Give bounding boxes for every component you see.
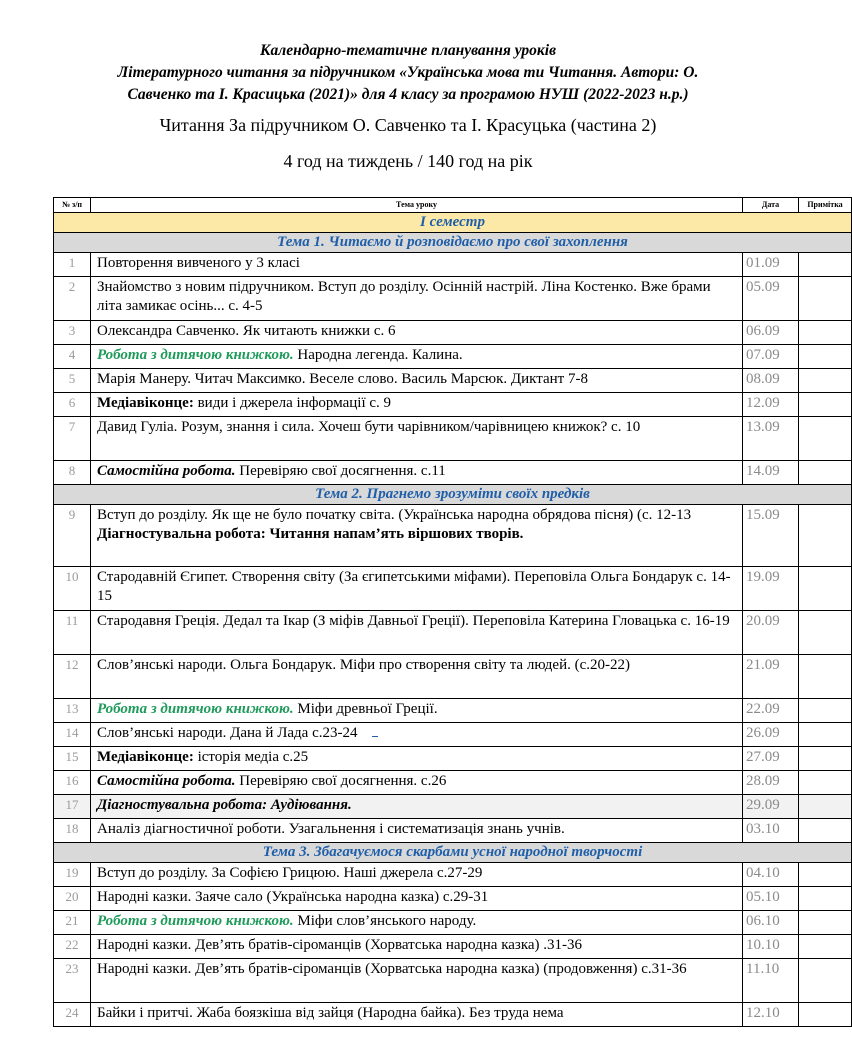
- title-line-1: Календарно-тематичне планування уроків: [259, 42, 556, 59]
- row-number: 22: [54, 935, 91, 959]
- row-topic-bold-tail: Діагностувальна робота: Читання напам’ять віршових творів.: [97, 526, 524, 542]
- row-topic: Знайомство з новим підручником. Вступ до розділу. Осінній настрій. Ліна Костенко. Вже брами літа замикає осінь... с. 4-5: [91, 277, 743, 321]
- row-date: 21.09: [743, 655, 799, 699]
- row-note: [799, 911, 852, 935]
- row-date: 14.09: [743, 461, 799, 485]
- row-topic: Народні казки. Дев’ять братів-сіроманців (Хорватська народна казка) (продовження) с.31-36: [91, 959, 743, 1003]
- table-row: [54, 417, 852, 461]
- row-date: 12.09: [743, 393, 799, 417]
- row-date: 05.09: [743, 277, 799, 321]
- row-topic-text: Слов’янські народи. Дана й Лада с.23-24: [97, 725, 358, 741]
- row-topic: Повторення вивченого у 3 класі: [91, 253, 743, 277]
- row-number: 4: [54, 345, 91, 369]
- row-number: 5: [54, 369, 91, 393]
- row-number: 6: [54, 393, 91, 417]
- row-note: [799, 935, 852, 959]
- table-header-row: [54, 198, 852, 213]
- row-topic: [91, 747, 743, 771]
- col-header-topic: Тема уроку: [91, 198, 743, 213]
- row-topic: [91, 345, 743, 369]
- title-line-2: Літературного читання за підручником «Українська мова ти Читання. Автори: О.: [117, 64, 699, 81]
- row-date: 03.10: [743, 819, 799, 843]
- row-date: 10.10: [743, 935, 799, 959]
- row-date: 08.09: [743, 369, 799, 393]
- row-date: 05.10: [743, 887, 799, 911]
- row-topic: Стародавній Єгипет. Створення світу (За єгипетськими міфами). Переповіла Ольга Бондарук с. 14-15: [91, 567, 743, 611]
- col-header-num: № з/п: [54, 198, 91, 213]
- table-row: [54, 795, 852, 819]
- row-topic-text: види і джерела інформації с. 9: [193, 395, 392, 411]
- row-date: 19.09: [743, 567, 799, 611]
- row-date: 28.09: [743, 771, 799, 795]
- row-number: 9: [54, 505, 91, 567]
- row-topic-text: Перевіряю свої досягнення. с.11: [235, 463, 446, 479]
- row-number: 18: [54, 819, 91, 843]
- row-topic-lead: Діагностувальна робота: Аудіювання.: [97, 797, 352, 813]
- table-row: [54, 461, 852, 485]
- row-date: 27.09: [743, 747, 799, 771]
- row-number: 2: [54, 277, 91, 321]
- row-number: 1: [54, 253, 91, 277]
- theme-row: [54, 485, 852, 505]
- row-topic: Стародавня Греція. Дедал та Ікар (З міфів Давньої Греції). Переповіла Катерина Гловацька с. 16-19: [91, 611, 743, 655]
- row-topic-lead: Робота з дитячою книжкою.: [97, 701, 294, 717]
- row-topic-text: Міфи древньої Греції.: [293, 701, 438, 717]
- table-row: [54, 253, 852, 277]
- row-number: 23: [54, 959, 91, 1003]
- table-row: [54, 699, 852, 723]
- row-note: [799, 819, 852, 843]
- table-row: [54, 771, 852, 795]
- row-topic: Байки і притчі. Жаба боязкіша від зайця (Народна байка). Без труда нема: [91, 1003, 743, 1027]
- row-number: 15: [54, 747, 91, 771]
- col-header-date: Дата: [743, 198, 799, 213]
- row-topic: Народні казки. Дев’ять братів-сіроманців (Хорватська народна казка) .31-36: [91, 935, 743, 959]
- row-topic-text: Перевіряю свої досягнення. с.26: [235, 773, 447, 789]
- semester-row: [54, 213, 852, 233]
- row-date: 29.09: [743, 795, 799, 819]
- row-note: [799, 277, 852, 321]
- row-note: [799, 393, 852, 417]
- row-note: [799, 655, 852, 699]
- row-date: 06.09: [743, 321, 799, 345]
- row-topic-text: Народна легенда. Калина.: [293, 347, 463, 363]
- row-note: [799, 795, 852, 819]
- row-topic-lead: Самостійна робота.: [97, 773, 236, 789]
- row-note: [799, 959, 852, 1003]
- row-topic: Олександра Савченко. Як читають книжки с. 6: [91, 321, 743, 345]
- row-topic: Вступ до розділу. За Софією Грицюю. Наші джерела с.27-29: [91, 863, 743, 887]
- theme-label: Тема 1. Читаємо й розповідаємо про свої захоплення: [54, 233, 852, 253]
- title-line-3: Савченко та І. Красицька (2021)» для 4 класу за програмою НУШ (2022-2023 н.р.): [127, 86, 689, 103]
- row-number: 14: [54, 723, 91, 747]
- row-note: [799, 747, 852, 771]
- table-row: [54, 321, 852, 345]
- table-row: [54, 505, 852, 567]
- lesson-plan-table: [53, 197, 852, 1027]
- row-topic-lead: Робота з дитячою книжкою.: [97, 913, 294, 929]
- row-note: [799, 567, 852, 611]
- row-number: 12: [54, 655, 91, 699]
- row-topic-lead: Медіавіконце:: [97, 395, 194, 411]
- theme-label: Тема 3. Збагачуємося скарбами усної народної творчості: [54, 843, 852, 863]
- table-row: [54, 747, 852, 771]
- table-row: [54, 611, 852, 655]
- table-row: [54, 1003, 852, 1027]
- hours-info: 4 год на тиждень / 140 год на рік: [283, 151, 533, 171]
- row-date: 13.09: [743, 417, 799, 461]
- row-topic: Давид Гуліа. Розум, знання і сила. Хочеш бути чарівником/чарівницею книжок? с. 10: [91, 417, 743, 461]
- row-topic: [91, 911, 743, 935]
- row-date: 26.09: [743, 723, 799, 747]
- table-row: [54, 819, 852, 843]
- row-topic-text: Міфи слов’янського народу.: [293, 913, 477, 929]
- row-topic: Слов’янські народи. Ольга Бондарук. Міфи про створення світу та людей. (с.20-22): [91, 655, 743, 699]
- row-number: 24: [54, 1003, 91, 1027]
- row-note: [799, 723, 852, 747]
- row-topic: Народні казки. Заяче сало (Українська народна казка) с.29-31: [91, 887, 743, 911]
- row-topic-lead: Медіавіконце:: [97, 749, 194, 765]
- row-topic: [91, 771, 743, 795]
- row-note: [799, 887, 852, 911]
- row-topic-text: Вступ до розділу. Як ще не було початку світа. (Українська народна обрядова пісня) (с. 12-13: [97, 507, 692, 523]
- table-row: [54, 959, 852, 1003]
- table-row: [54, 935, 852, 959]
- theme-label: Тема 2. Прагнемо зрозуміти своїх предків: [54, 485, 852, 505]
- row-note: [799, 253, 852, 277]
- underline-mark: [372, 724, 378, 737]
- table-row: [54, 863, 852, 887]
- row-note: [799, 611, 852, 655]
- row-number: 19: [54, 863, 91, 887]
- row-topic: [91, 795, 743, 819]
- theme-row: [54, 233, 852, 253]
- row-date: 12.10: [743, 1003, 799, 1027]
- row-number: 21: [54, 911, 91, 935]
- row-note: [799, 699, 852, 723]
- row-topic-lead: Робота з дитячою книжкою.: [97, 347, 294, 363]
- row-note: [799, 321, 852, 345]
- table-row: [54, 567, 852, 611]
- row-number: 17: [54, 795, 91, 819]
- row-date: 06.10: [743, 911, 799, 935]
- row-topic: [91, 461, 743, 485]
- document-title: [0, 40, 816, 106]
- table-row: [54, 911, 852, 935]
- row-number: 3: [54, 321, 91, 345]
- row-date: 11.10: [743, 959, 799, 1003]
- table-row: [54, 393, 852, 417]
- row-date: 01.09: [743, 253, 799, 277]
- row-topic: [91, 505, 743, 567]
- row-note: [799, 771, 852, 795]
- row-topic-lead: Самостійна робота.: [97, 463, 236, 479]
- row-number: 16: [54, 771, 91, 795]
- row-topic: Аналіз діагностичної роботи. Узагальнення і систематизація знань учнів.: [91, 819, 743, 843]
- row-topic: [91, 393, 743, 417]
- row-note: [799, 1003, 852, 1027]
- row-note: [799, 505, 852, 567]
- row-note: [799, 461, 852, 485]
- row-note: [799, 417, 852, 461]
- row-date: 04.10: [743, 863, 799, 887]
- semester-label: І семестр: [54, 213, 852, 233]
- col-header-note: Примітка: [799, 198, 852, 213]
- row-topic: [91, 699, 743, 723]
- row-date: 22.09: [743, 699, 799, 723]
- row-note: [799, 863, 852, 887]
- row-number: 8: [54, 461, 91, 485]
- table-row: [54, 345, 852, 369]
- row-topic-text: історія медіа с.25: [193, 749, 309, 765]
- table-row: [54, 723, 852, 747]
- row-topic: Марія Манеру. Читач Максимко. Веселе слово. Василь Марсюк. Диктант 7-8: [91, 369, 743, 393]
- row-number: 7: [54, 417, 91, 461]
- row-date: 07.09: [743, 345, 799, 369]
- row-topic: [91, 723, 743, 747]
- document-subtitle: Читання За підручником О. Савченко та І. Красуцька (частина 2): [159, 115, 657, 135]
- theme-row: [54, 843, 852, 863]
- table-row: [54, 277, 852, 321]
- table-row: [54, 887, 852, 911]
- row-number: 20: [54, 887, 91, 911]
- row-number: 11: [54, 611, 91, 655]
- table-row: [54, 655, 852, 699]
- row-date: 15.09: [743, 505, 799, 567]
- row-note: [799, 369, 852, 393]
- row-number: 13: [54, 699, 91, 723]
- row-number: 10: [54, 567, 91, 611]
- row-date: 20.09: [743, 611, 799, 655]
- row-note: [799, 345, 852, 369]
- table-row: [54, 369, 852, 393]
